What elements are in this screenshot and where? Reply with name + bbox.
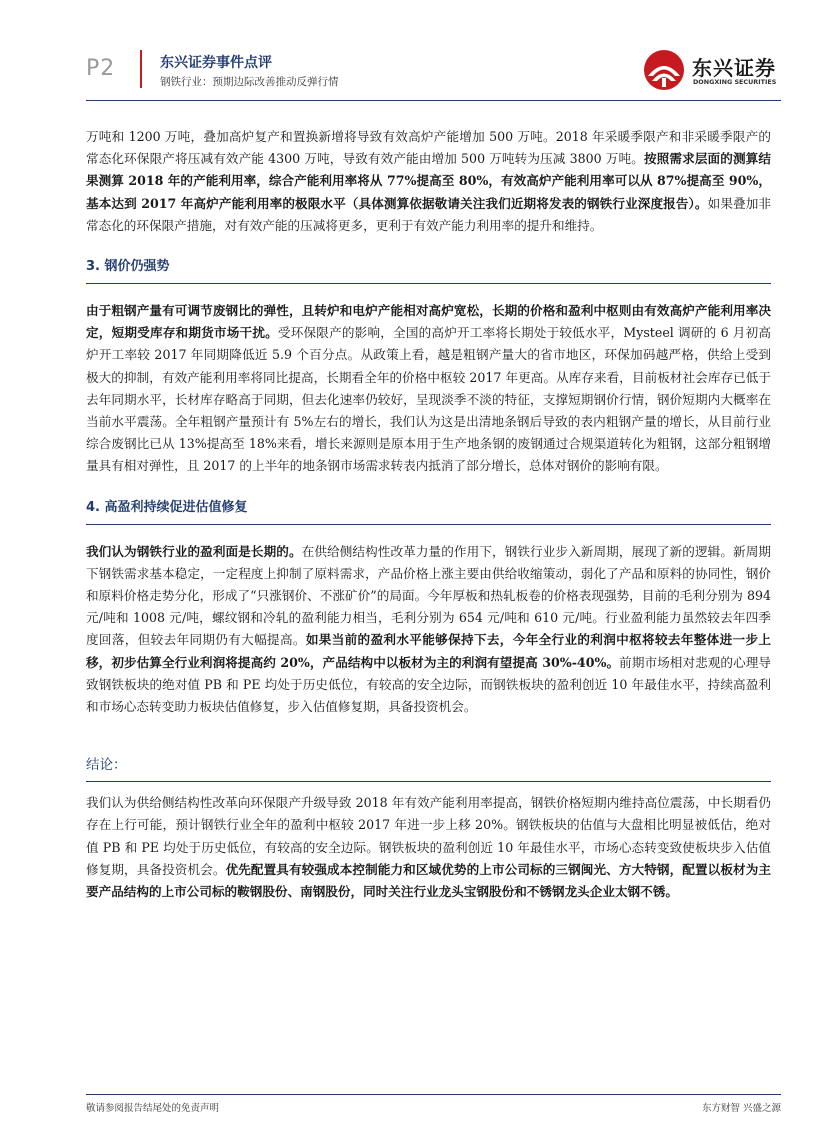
page-header <box>0 0 827 100</box>
footer-disclaimer: 敬请参阅报告结尾处的免责声明 <box>86 1103 220 1114</box>
intro-paragraph <box>86 126 771 237</box>
conclusion-paragraph <box>86 792 771 903</box>
page-number: P2 <box>86 56 116 81</box>
profitability-text-2: 前期市场相对悲观的心理导致钢铁板块的绝对值 PB 和 PE 均处于历史低位，有较高的安全边际，而钢铁板块的盈利创近 10 年最佳水平，持续高盈利和市场心态转变助力板块估值修复，步入估值修复期，具备投资机会。 <box>86 654 772 715</box>
section-heading-profitability: 4. 高盈利持续促进估值修复 <box>86 499 248 515</box>
steel-price-paragraph <box>86 300 771 478</box>
logo-text-en: DONGXING SECURITIES <box>693 78 777 86</box>
footer-slogan: 东方财智 兴盛之源 <box>701 1103 781 1114</box>
conclusion-text-1: 我们认为供给侧结构性改革向环保限产升级导致 2018 年有效产能利用率提高，钢铁价格短期内维持高位震荡，中长期看仍存在上行可能，预计钢铁行业全年的盈利中枢较 2017 年进一步上移 20%。钢铁板块的估值与大盘相比明显被低估，绝对值 PB 和 PE 均处于历史低位，有较高的安全边际。钢铁板块的盈利创近 10 年最佳水平，市场心态转变致使板块步入估值修复期，具备投资机会。 <box>86 795 771 877</box>
intro-text-1: 万吨和 1200 万吨，叠加高炉复产和置换新增将导致有效高炉产能增加 500 万吨。2018 年采暖季限产和非采暖季限产的常态化环保限产将压减有效产能 4300 万吨，导致有效产能由增加 500 万吨转为压减 3800 万吨。 <box>86 129 771 167</box>
logo-emblem-icon <box>642 48 686 92</box>
profitability-paragraph <box>86 541 771 719</box>
conclusion-heading: 结论： <box>86 757 127 774</box>
section-heading-steel-price: 3. 钢价仍强势 <box>86 259 170 275</box>
profitability-text-1: 在供给侧结构性改革力量的作用下，钢铁行业步入新周期，展现了新的逻辑。新周期下钢铁需求基本稳定，一定程度上抑制了原料需求，产品价格上涨主要由供给收缩策动，弱化了产品和原料的协同性，钢价和原料价格走势分化，形成了“只涨钢价、不涨矿价”的局面。今年厚板和热轧板卷的价格表现强势，目前的毛利分别为 894 元/吨和 1008 元/吨，螺纹钢和冷轧的盈利能力相当，毛利分别为 654 元/吨和 610 元/吨。行业盈利能力虽然较去年四季度回落，但较去年同期仍有大幅提高。 <box>86 543 772 648</box>
profitability-bold-2: 如果当前的盈利水平能够保持下去，今年全行业的利润中枢将较去年整体进一步上移，初步估算全行业利润将提高约 20%，产品结构中以板材为主的利润有望提高 30%-40%。 <box>86 632 772 670</box>
report-title: 东兴证券事件点评 <box>160 55 272 71</box>
logo-text-cn: 东兴证券 <box>692 56 776 80</box>
steel-price-bold-1: 由于粗钢产量有可调节废钢比的弹性，且转炉和电炉产能相对高炉宽松，长期的价格和盈利中枢则由有效高炉产能利用率决定，短期受库存和期货市场干扰。 <box>86 303 771 341</box>
intro-bold-1: 按照需求层面的测算结果测算 2018 年的产能利用率，综合产能利用率将从 77%提高至 80%，有效高炉产能利用率可以从 87%提高至 90%，基本达到 2017 年高炉产能利用率的极限水平（具体测算依据敬请关注我们近期将发表的钢铁行业深度报告）。 <box>86 151 771 211</box>
intro-text-2: 如果叠加非常态化的环保限产措施，对有效产能的压减将更多，更利于有效产能力利用率的提升和维持。 <box>86 195 771 233</box>
steel-price-text-1: 受环保限产的影响，全国的高炉开工率将长期处于较低水平，Mysteel 调研的 6 月初高炉开工率较 2017 年同期降低近 5.9 个百分点。从政策上看，越是粗钢产量大的省市地区，环保加码越严格，供给上受到极大的抑制，有效产能利用率将同比提高，长期看全年的价格中枢较 2017 年更高。从库存来看，目前板材社会库存已低于去年同期水平，长材库存略高于同期，但去化速率仍较好，呈现淡季不淡的特征，支撑短期钢价行情，钢价短期内大概率在当前水平震荡。全年粗钢产量预计有 5%左右的增长，我们认为这是出清地条钢后导致的表内粗钢产量的增长，从目前行业综合废钢比已从 13%提高至 18%来看，增长来源则是原本用于生产地条钢的废钢通过合规渠道转化为粗钢，这部分粗钢增量具有相对弹性，且 2017 的上半年的地条钢市场需求转表内抵消了部分增长，总体对钢价的影响有限。 <box>86 325 771 474</box>
header-rule <box>86 100 781 101</box>
report-subtitle: 钢铁行业：预期边际改善推动反弹行情 <box>160 76 339 88</box>
dongxing-logo <box>642 48 782 92</box>
conclusion-bold-1: 优先配置具有较强成本控制能力和区域优势的上市公司标的三钢闽光、方大特钢，配置以板材为主要产品结构的上市公司标的鞍钢股份、南钢股份，同时关注行业龙头宝钢股份和不锈钢龙头企业太钢不锈。 <box>86 861 772 900</box>
header-separator <box>140 50 142 88</box>
profitability-bold-1: 我们认为钢铁行业的盈利面是长期的。 <box>86 543 302 559</box>
report-body <box>86 126 771 903</box>
footer-rule <box>86 1094 781 1095</box>
